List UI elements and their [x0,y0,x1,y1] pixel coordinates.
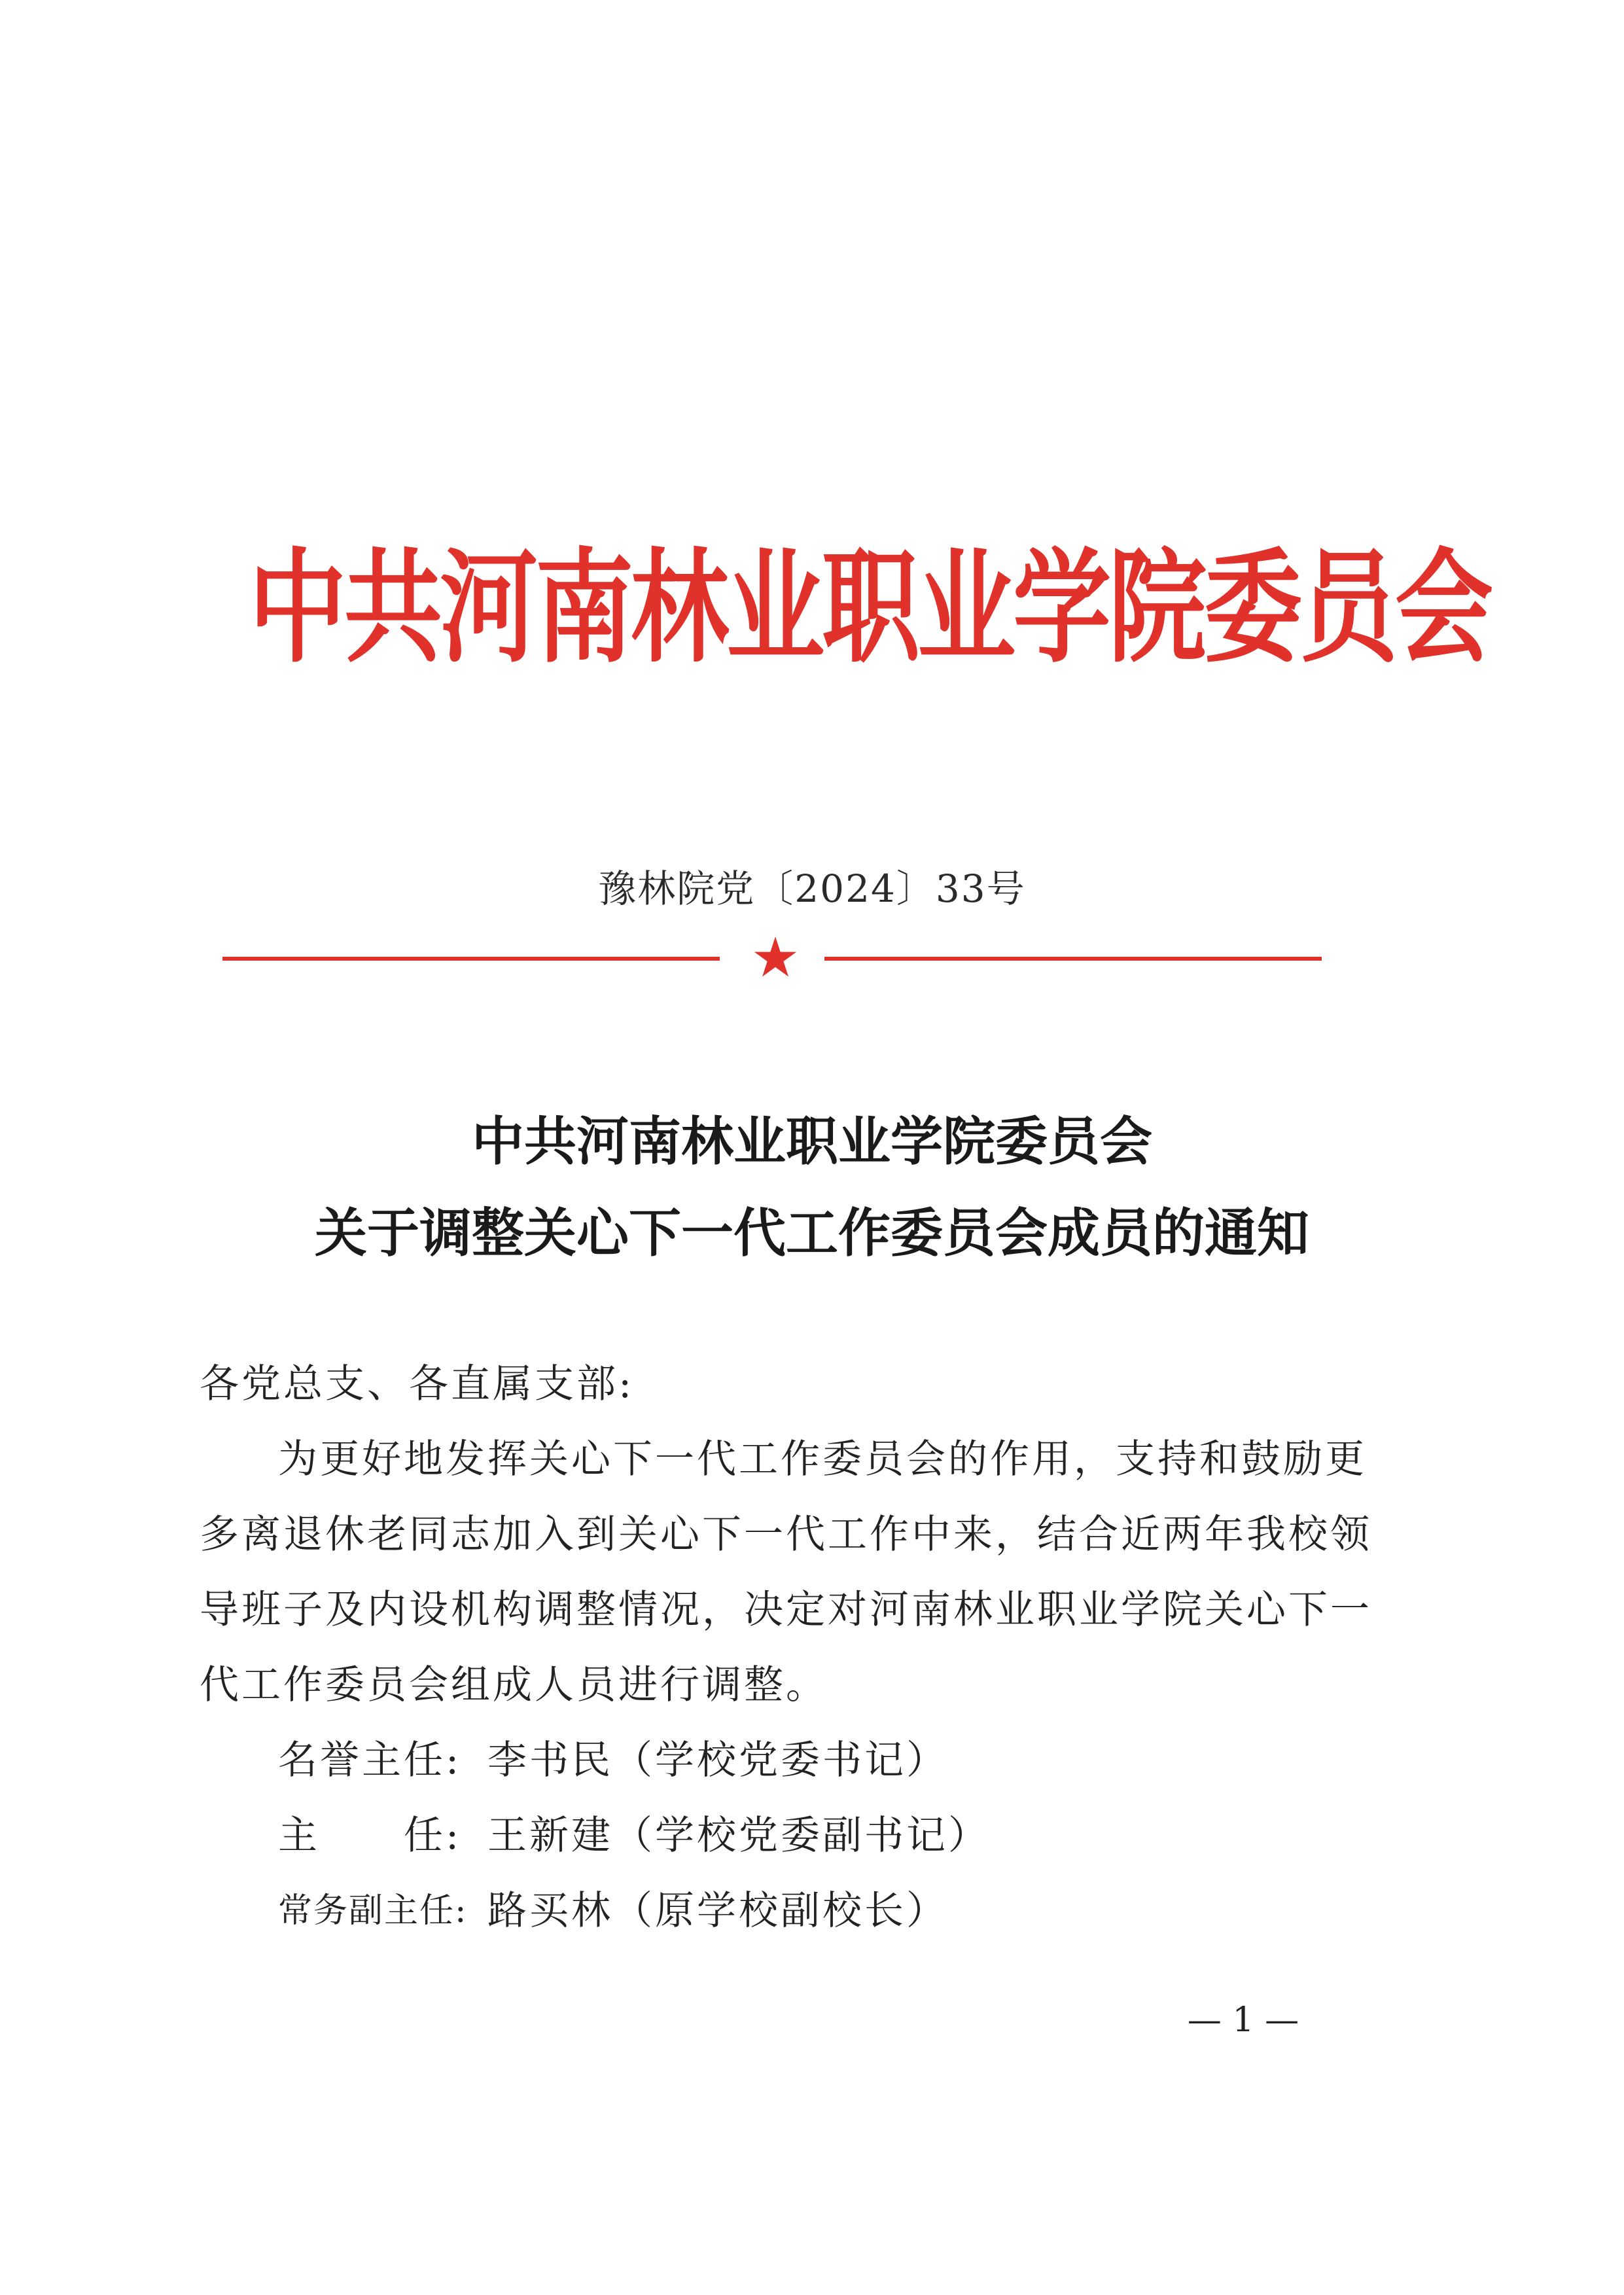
red-divider-left [222,957,720,961]
paragraph-line: 代工作委员会组成人员进行调整。 [200,1662,828,1708]
member-role: 主 任: [278,1813,462,1859]
paragraph-line: 多离退休老同志加入到关心下一代工作中来，结合近两年我校领 [200,1512,1372,1557]
paragraph-line: 为更好地发挥关心下一代工作委员会的作用，支持和鼓励更 [278,1436,1367,1482]
document-number: 豫林院党〔2024〕33号 [598,866,1026,911]
salutation: 各党总支、各直属支部: [200,1361,635,1407]
notice-title-line-2: 关于调整关心下一代工作委员会成员的通知 [315,1203,1309,1264]
notice-title-line-1: 中共河南林业职业学院委员会 [472,1111,1152,1172]
page-number: — 1 — [1187,2001,1299,2040]
member-name: 王新建（学校党委副书记） [487,1813,990,1859]
paragraph-line: 导班子及内设机构调整情况，决定对河南林业职业学院关心下一 [200,1587,1372,1633]
red-divider-right [824,957,1322,961]
member-name: 路买林（原学校副校长） [487,1888,948,1934]
member-name: 李书民（学校党委书记） [487,1737,948,1783]
member-role: 名誉主任: [278,1737,462,1783]
member-role: 常务副主任: [278,1891,468,1930]
red-masthead: 中共河南林业职业学院委员会 [249,537,1491,680]
red-star-icon: ★ [750,925,800,989]
